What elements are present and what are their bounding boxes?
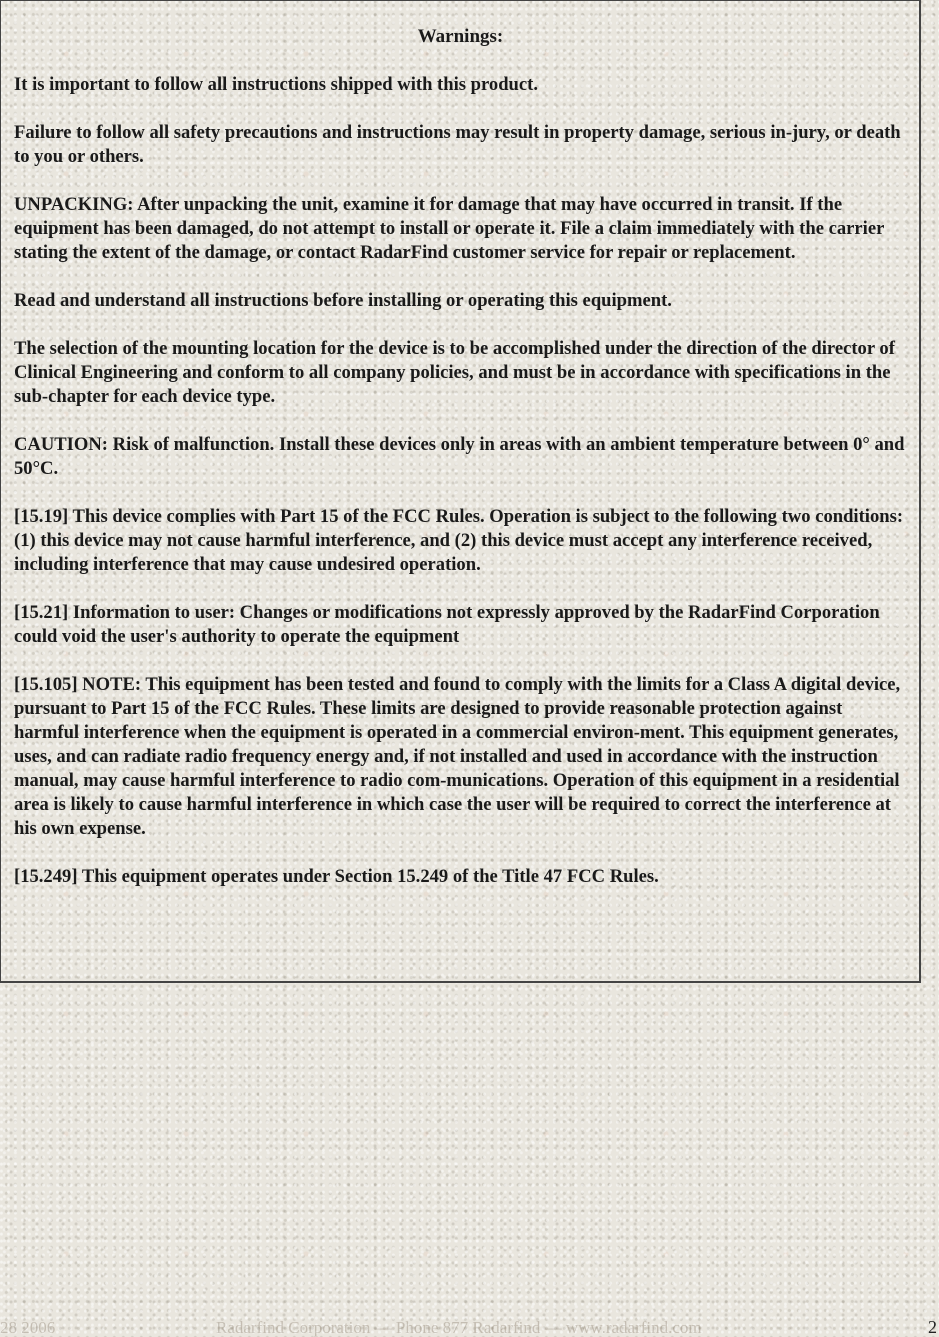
warning-paragraph-failure: Failure to follow all safety precautions and instructions may result in property damage, serious in-jury, or death to you or others. bbox=[14, 122, 901, 167]
warning-paragraph-unpacking: UNPACKING: After unpacking the unit, examine it for damage that may have occurred in transit. If the equipment has been damaged, do not attempt to install or operate it. File a claim immediately with the carrier stating the extent of the damage, or contact RadarFind customer service for repair or replacement. bbox=[14, 194, 885, 263]
warning-paragraph-caution-temperature: CAUTION: Risk of malfunction. Install these devices only in areas with an ambient temperature between 0° and 50°C. bbox=[14, 434, 905, 479]
warnings-title: Warnings: bbox=[417, 26, 504, 47]
warning-paragraph-fcc-15-105: [15.105] NOTE: This equipment has been tested and found to comply with the limits for a Class A digital device, pursuant to Part 15 of the FCC Rules. These limits are designed to provide reasonable protection against harmful interference when the equipment is operated in a commercial environ-ment. This equipment generates, uses, and can radiate radio frequency energy and, if not installed and used in accordance with the instruction manual, may cause harmful interference to radio com-munications. Operation of this equipment in a residential area is likely to cause harmful interference in which case the user will be required to correct the interference at his own expense. bbox=[14, 674, 901, 839]
page-number: 2 bbox=[928, 1317, 937, 1337]
warning-paragraph-read-instructions: Read and understand all instructions before installing or operating this equipment. bbox=[14, 290, 672, 311]
warning-paragraph-mounting-location: The selection of the mounting location for the device is to be accomplished under the direction of the director of Clinical Engineering and conform to all company policies, and must be in accordance with specifications in the sub-chapter for each device type. bbox=[14, 338, 895, 407]
footer-date: 28 2006 bbox=[0, 1318, 56, 1337]
warning-paragraph-fcc-15-21: [15.21] Information to user: Changes or modifications not expressly approved by the RadarFind Corporation could void the user's authority to operate the equipment bbox=[14, 602, 880, 647]
footer-company-info: Radarfind Corporation — Phone 877 Radarfind — www.radarfind.com bbox=[216, 1318, 702, 1337]
warning-paragraph-general: It is important to follow all instructions shipped with this product. bbox=[14, 74, 538, 95]
warning-paragraph-fcc-15-19: [15.19] This device complies with Part 15 of the FCC Rules. Operation is subject to the following two conditions: (1) this device may not cause harmful interference, and (2) this device must accept any interference received, including interference that may cause undesired operation. bbox=[14, 506, 904, 575]
page-footer bbox=[0, 1318, 939, 1337]
warning-paragraph-fcc-15-249: [15.249] This equipment operates under Section 15.249 of the Title 47 FCC Rules. bbox=[14, 866, 659, 887]
